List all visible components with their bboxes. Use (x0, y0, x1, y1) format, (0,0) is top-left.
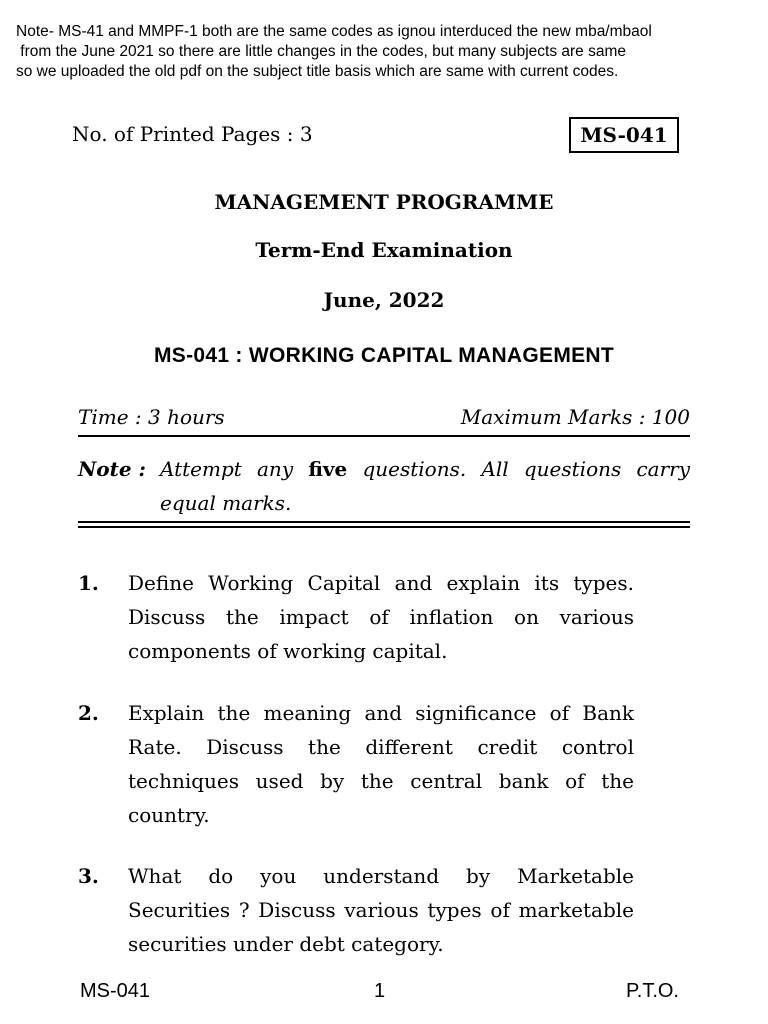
note-emphasis: five (308, 457, 348, 481)
uploader-note (16, 22, 756, 82)
programme-title: MANAGEMENT PROGRAMME (214, 190, 554, 214)
uploader-note-line: from the June 2021 so there are little changes in the codes, but many subjects are same (16, 43, 627, 60)
uploader-note-line: Note- MS-41 and MMPF-1 both are the same codes as ignou interduced the new mba/mbaol (16, 23, 652, 40)
pto-label: P.T.O. (626, 980, 679, 1002)
exam-title: Term-End Examination (255, 238, 513, 262)
printed-pages: No. of Printed Pages : 3 (72, 122, 313, 146)
question-number: 1. (78, 571, 99, 595)
question-text: Explain the meaning and significance of Bank Rate. Discuss the different credit control techniques used by the central bank of the country. (128, 701, 634, 827)
double-rule-top (78, 521, 690, 523)
page-number: 1 (374, 980, 386, 1002)
question-text: Define Working Capital and explain its types. Discuss the impact of inflation on various components of working capital. (128, 571, 634, 663)
divider-line (78, 435, 690, 437)
question-text: What do you understand by Marketable Securities ? Discuss various types of marketable securities under debt category. (128, 864, 634, 956)
exam-session: June, 2022 (323, 288, 445, 312)
note-line-2: equal marks. (160, 491, 292, 515)
note-text (160, 452, 690, 520)
uploader-note-line: so we uploaded the old pdf on the subject title basis which are same with current codes. (16, 63, 619, 80)
footer-code: MS-041 (80, 980, 151, 1002)
maximum-marks: Maximum Marks : 100 (460, 405, 690, 429)
course-code-box: MS-041 (569, 117, 679, 153)
question-number: 2. (78, 701, 99, 725)
question-number: 3. (78, 864, 99, 888)
time-allowed: Time : 3 hours (78, 405, 225, 429)
note-line-1: Attempt any five questions. All questions carry (160, 457, 691, 481)
note-label: Note : (78, 457, 146, 481)
paper-title: MS-041 : WORKING CAPITAL MANAGEMENT (153, 344, 615, 367)
time-marks-row (78, 405, 690, 429)
double-rule-bottom (78, 526, 690, 528)
